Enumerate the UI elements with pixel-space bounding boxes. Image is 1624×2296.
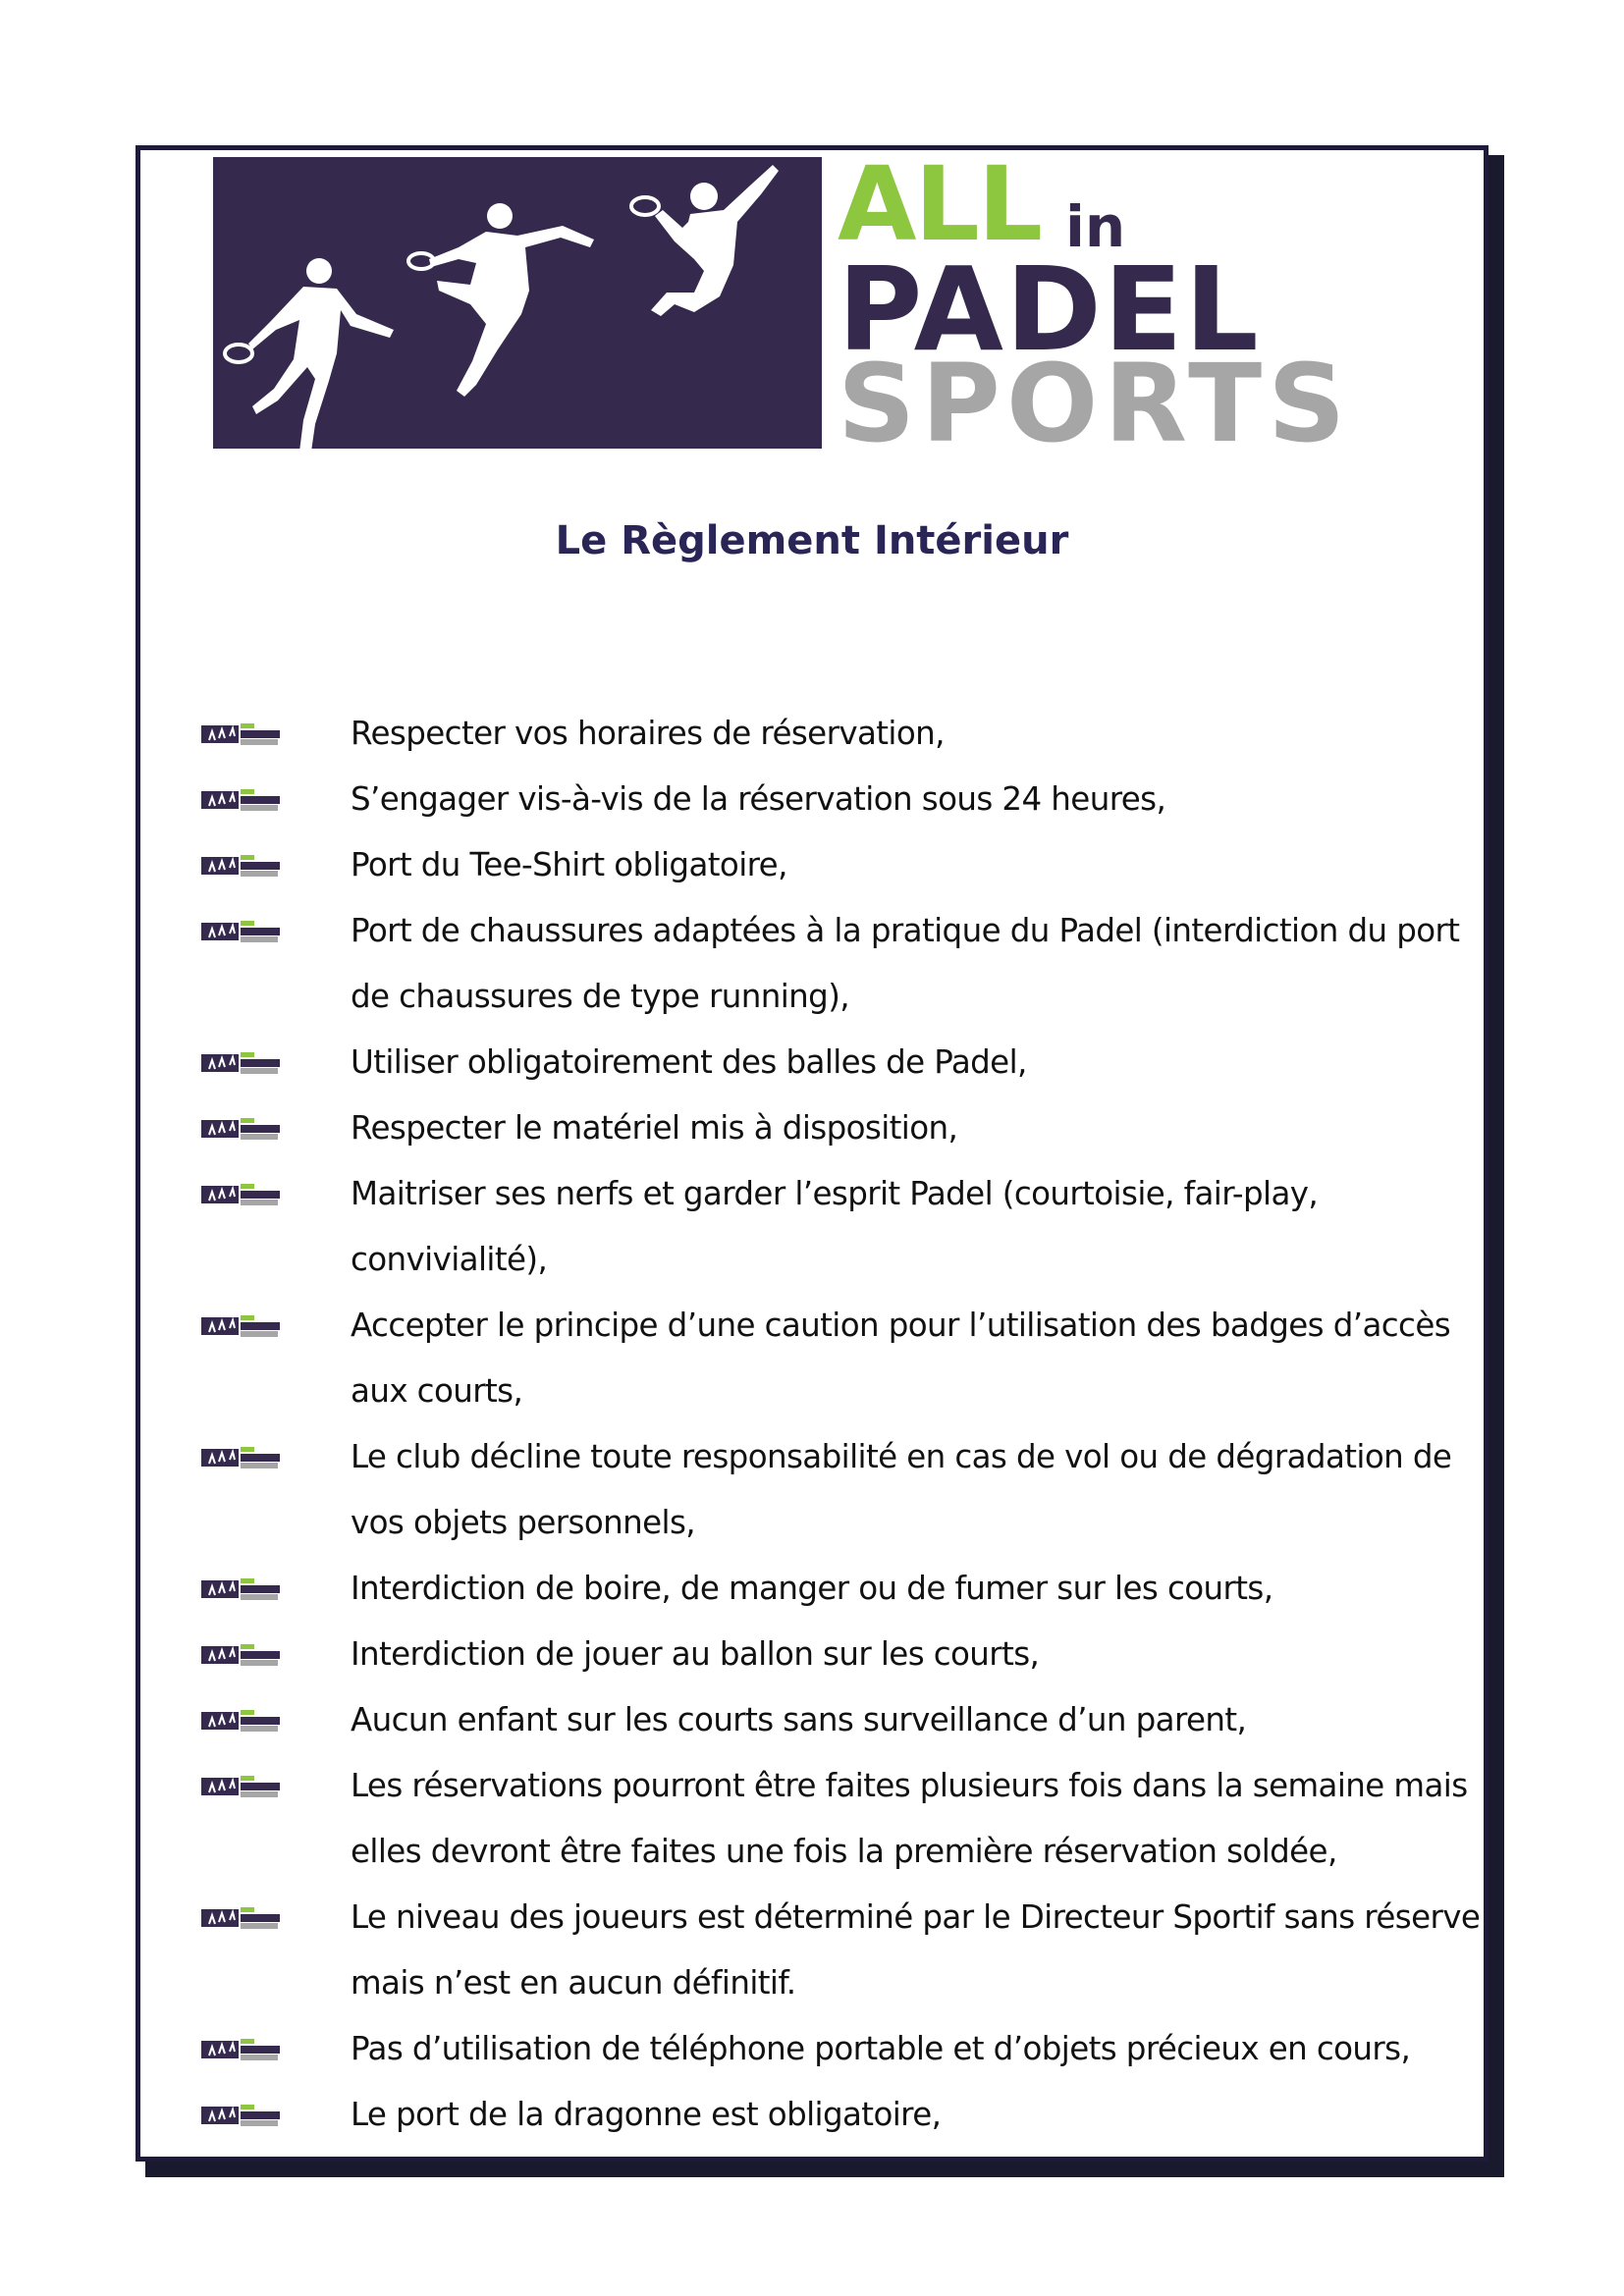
all-in-padel-mini-logo-icon <box>201 920 280 943</box>
rule-item <box>201 1161 1488 1293</box>
logo-all: ALL <box>838 144 1042 264</box>
all-in-padel-mini-logo-icon <box>201 1906 280 1930</box>
all-in-padel-mini-logo-icon <box>201 1577 280 1601</box>
rule-item <box>201 1424 1488 1556</box>
rule-text: Le niveau des joueurs est déterminé par le Directeur Sportif sans réserve mais n’est en aucun définitif. <box>351 1898 1481 2002</box>
all-in-padel-mini-logo-icon <box>201 1775 280 1798</box>
rules-list <box>201 701 1488 2148</box>
banner-players-panel <box>213 157 822 449</box>
rule-text: Utiliser obligatoirement des balles de Padel, <box>351 1043 1027 1081</box>
padel-players-icon <box>213 157 822 449</box>
rule-text: Respecter le matériel mis à disposition, <box>351 1109 958 1147</box>
rule-text: Port de chaussures adaptées à la pratique du Padel (interdiction du port de chaussures de type running), <box>351 912 1460 1015</box>
page-title: Le Règlement Intérieur <box>555 518 1069 563</box>
all-in-padel-mini-logo-icon <box>201 1183 280 1206</box>
rule-item <box>201 767 1488 832</box>
rule-text: Port du Tee-Shirt obligatoire, <box>351 846 787 883</box>
rule-text: Le port de la dragonne est obligatoire, <box>351 2096 942 2133</box>
rule-text: Accepter le principe d’une caution pour l’utilisation des badges d’accès aux courts, <box>351 1307 1451 1410</box>
rule-item <box>201 1687 1488 1753</box>
rule-text: Interdiction de jouer au ballon sur les courts, <box>351 1635 1040 1673</box>
brand-banner <box>213 144 1431 466</box>
logo-sports: SPORTS <box>838 341 1352 466</box>
all-in-padel-mini-logo-icon <box>201 1117 280 1141</box>
rule-item <box>201 1753 1488 1885</box>
rule-item <box>201 1556 1488 1622</box>
all-in-padel-mini-logo-icon <box>201 788 280 812</box>
logo-in: in <box>1065 193 1126 260</box>
rule-item <box>201 898 1488 1030</box>
brand-logo <box>838 144 1436 466</box>
all-in-padel-mini-logo-icon <box>201 1446 280 1469</box>
rule-item <box>201 1622 1488 1687</box>
rule-item <box>201 701 1488 767</box>
all-in-padel-mini-logo-icon <box>201 1709 280 1733</box>
all-in-padel-mini-logo-icon <box>201 1051 280 1075</box>
rule-item <box>201 2016 1488 2082</box>
rule-item <box>201 2082 1488 2148</box>
rule-text: Interdiction de boire, de manger ou de fumer sur les courts, <box>351 1570 1273 1607</box>
all-in-padel-mini-logo-icon <box>201 854 280 878</box>
rule-text: Aucun enfant sur les courts sans surveillance d’un parent, <box>351 1701 1247 1738</box>
all-in-padel-mini-logo-icon <box>201 1314 280 1338</box>
all-in-padel-mini-logo-icon <box>201 2104 280 2127</box>
rule-item <box>201 832 1488 898</box>
all-in-padel-mini-logo-icon <box>201 722 280 746</box>
rule-text: Respecter vos horaires de réservation, <box>351 715 945 752</box>
rule-text: Les réservations pourront être faites plusieurs fois dans la semaine mais elles devront être faites une fois la première réservation soldée, <box>351 1767 1468 1870</box>
rule-item <box>201 1095 1488 1161</box>
rule-text: S’engager vis-à-vis de la réservation sous 24 heures, <box>351 780 1166 818</box>
rule-item <box>201 1030 1488 1095</box>
rule-text: Le club décline toute responsabilité en cas de vol ou de dégradation de vos objets personnels, <box>351 1438 1452 1541</box>
all-in-padel-mini-logo-icon <box>201 1643 280 1667</box>
rule-text: Maitriser ses nerfs et garder l’esprit Padel (courtoisie, fair-play, convivialité), <box>351 1175 1319 1278</box>
logo-padel: PADEL <box>838 241 1261 377</box>
rule-text: Pas d’utilisation de téléphone portable et d’objets précieux en cours, <box>351 2030 1411 2067</box>
all-in-padel-mini-logo-icon <box>201 2038 280 2061</box>
rule-item <box>201 1293 1488 1424</box>
rule-item <box>201 1885 1488 2016</box>
